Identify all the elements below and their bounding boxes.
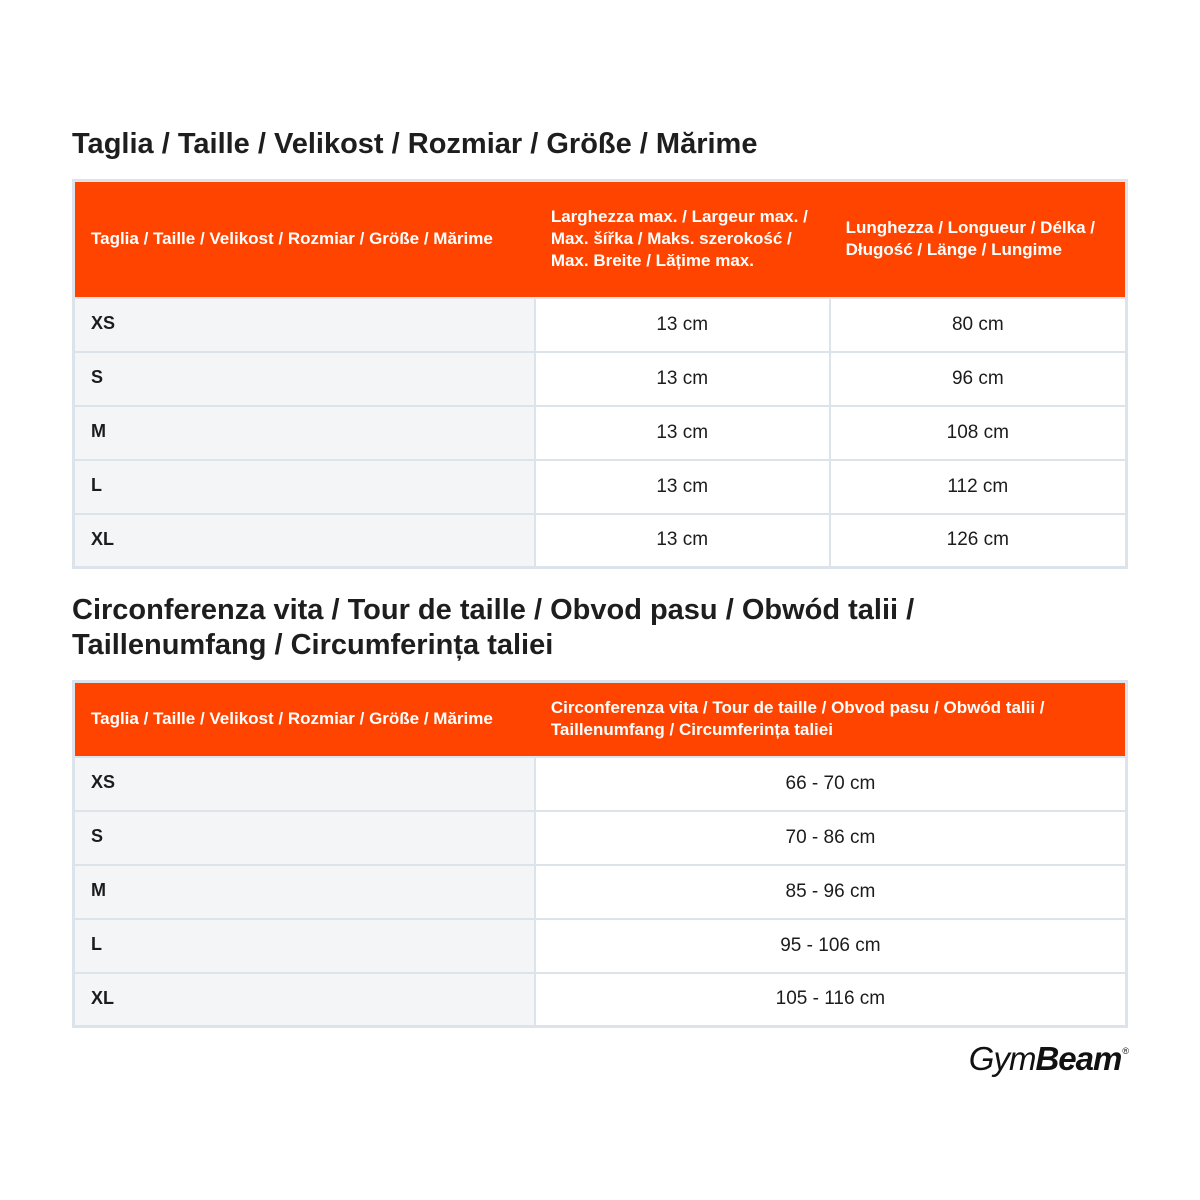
width-value: 13 cm [535,460,830,514]
table-row [74,406,1127,460]
waist-value: 85 - 96 cm [535,865,1127,919]
waist-section-title: Circonferenza vita / Tour de taille / Obvod pasu / Obwód talii / Taillenumfang / Circumferința taliei [72,594,915,661]
size-label: S [74,352,535,406]
header-size: Taglia / Taille / Velikost / Rozmiar / Größe / Mărime [74,682,535,757]
length-value: 80 cm [830,298,1127,352]
waist-table [72,680,1128,1028]
logo-text-gym: Gym [968,1040,1036,1077]
table-row [74,298,1127,352]
size-label: S [74,811,535,865]
size-label: M [74,406,535,460]
size-label: XS [74,757,535,811]
header-length: Lunghezza / Longueur / Délka / Długość / Länge / Lungime [830,181,1127,298]
table-row [74,757,1127,811]
table-header-row [74,181,1127,298]
header-waist: Circonferenza vita / Tour de taille / Obvod pasu / Obwód talii / Taillenumfang / Circumferința taliei [535,682,1127,757]
header-max-width: Larghezza max. / Largeur max. / Max. šířka / Maks. szerokość / Max. Breite / Lățime max. [535,181,830,298]
registered-mark: ® [1122,1046,1128,1056]
table-row [74,460,1127,514]
table-header-row [74,682,1127,757]
size-label: L [74,919,535,973]
size-dimensions-table [72,179,1128,569]
header-size: Taglia / Taille / Velikost / Rozmiar / Größe / Mărime [74,181,535,298]
table-row [74,973,1127,1027]
waist-value: 66 - 70 cm [535,757,1127,811]
table-row [74,514,1127,568]
waist-value: 105 - 116 cm [535,973,1127,1027]
table-row [74,811,1127,865]
size-label: L [74,460,535,514]
width-value: 13 cm [535,352,830,406]
size-label: XS [74,298,535,352]
table-row [74,352,1127,406]
size-section-title: Taglia / Taille / Velikost / Rozmiar / Größe / Mărime [72,128,758,160]
length-value: 96 cm [830,352,1127,406]
waist-value: 95 - 106 cm [535,919,1127,973]
size-label: XL [74,514,535,568]
table-row [74,865,1127,919]
size-label: M [74,865,535,919]
gymbeam-logo [969,1040,1128,1080]
logo-text-beam: Beam [1035,1040,1122,1077]
length-value: 126 cm [830,514,1127,568]
length-value: 112 cm [830,460,1127,514]
table-row [74,919,1127,973]
width-value: 13 cm [535,298,830,352]
width-value: 13 cm [535,514,830,568]
waist-value: 70 - 86 cm [535,811,1127,865]
width-value: 13 cm [535,406,830,460]
length-value: 108 cm [830,406,1127,460]
size-label: XL [74,973,535,1027]
